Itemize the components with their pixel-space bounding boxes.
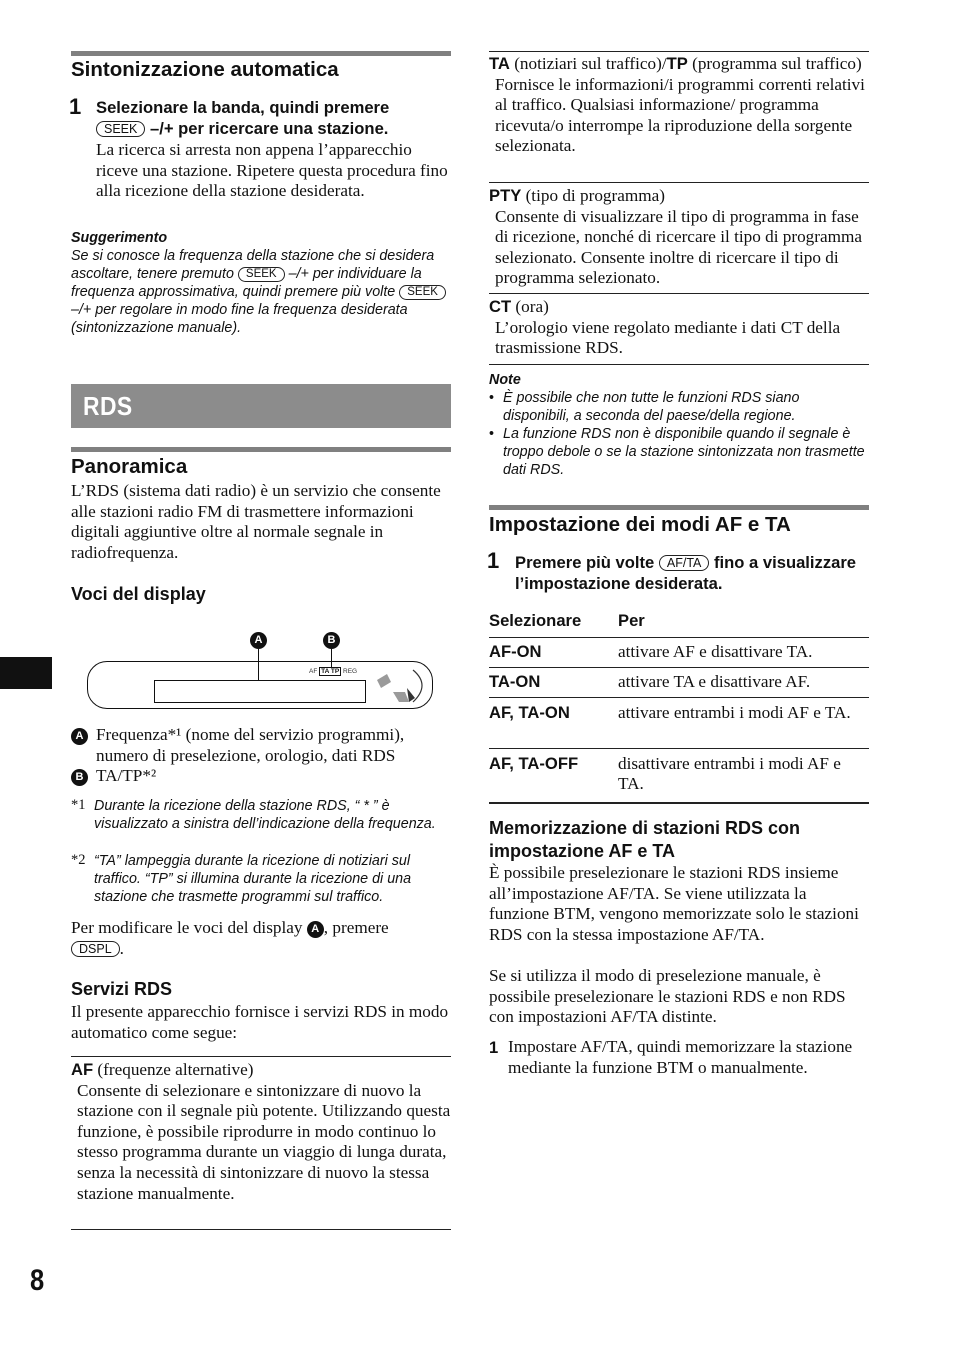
footnote-2-text: “TA” lampeggia durante la ricezione di notiziari sul traffico. “TP” si illumina durante la ricezione di una stazione che trasmette programmi sul traffico.: [94, 853, 412, 905]
indicator-reg: REG: [343, 668, 358, 675]
chapter-tab: [0, 657, 52, 689]
def-ta-tp-term: TA (notiziari sul traffico)/TP (programma sul traffico): [489, 54, 862, 73]
tip-block: [71, 229, 451, 337]
display-item-a: [71, 725, 451, 765]
callout-a: A: [250, 632, 267, 649]
seek-key-tip-1: SEEK: [238, 267, 285, 282]
display-item-b-text: TA/TP*²: [96, 766, 157, 785]
step-number: 1: [487, 548, 500, 573]
section-rule: [489, 505, 869, 510]
step-text-a: Selezionare la banda, quindi premere: [96, 98, 390, 117]
display-change-instruction: Per modificare le voci del display A , premere DSPL .: [71, 918, 389, 958]
def-ct-term: CT (ora): [489, 297, 549, 316]
afta-key: AF/TA: [659, 555, 710, 571]
indicator-ta-tp: TA TP: [321, 668, 340, 675]
footnote-1-text: Durante la ricezione della stazione RDS, “ * ” è visualizzato a sinistra dell’indicazione della frequenza.: [94, 798, 436, 832]
table-cell-sel: AF, TA-OFF: [489, 753, 579, 773]
note-item-2: • La funzione RDS non è disponibile quando il segnale è troppo debole o se la stazione sintonizzata non trasmette dati RDS.: [489, 426, 865, 478]
change-text-b: , premere: [323, 918, 389, 937]
def-ta-tp-body: Fornisce le informazioni/i programmi correnti relativi al traffico. Qualsiasi informazione/ programma ricevuta/o interrompe la riproduzione della sorgente selezionata.: [495, 74, 865, 156]
afta-table: [489, 607, 869, 804]
table-row: [489, 667, 869, 697]
table-cell-sel: AF-ON: [489, 641, 542, 661]
seek-key-tip-2: SEEK: [399, 285, 446, 300]
dspl-key: DSPL: [71, 941, 120, 957]
def-af-body: Consente di selezionare e sintonizzare di nuovo la stazione con il segnale più potente. Utilizzando questa funzione, è possibile riprodurre in modo continuo lo stesso programma durante un viaggio di lunga durata, senza la necessità di sintonizzare di nuovo la stessa stazione manualmente.: [77, 1080, 451, 1203]
table-row: [489, 748, 869, 803]
tip-text-3: –/+ per regolare in modo fine la frequenza desiderata (sintonizzazione manuale).: [71, 302, 408, 336]
table-cell-per: attivare AF e disattivare TA.: [618, 641, 813, 661]
tip-text-1: Se si conosce la frequenza della stazione che si desidera ascoltare, tenere premuto: [71, 248, 435, 282]
memo-step-number: 1: [489, 1038, 499, 1057]
afta-step: Premere più volte AF/TA fino a visualizzare l’impostazione desiderata.: [515, 553, 857, 593]
footnote-2: [71, 852, 451, 906]
callout-b: B: [323, 632, 340, 649]
table-row: [489, 637, 869, 667]
display-frequency-area: [154, 680, 366, 703]
label-a-icon: A: [307, 921, 324, 938]
tip-text: [71, 247, 451, 337]
rds-banner: [71, 384, 451, 428]
table-cell-sel: TA-ON: [489, 671, 541, 691]
section-rule: [71, 447, 451, 452]
indicator-af: AF: [309, 668, 318, 675]
def-ct-body: L’orologio viene regolato mediante i dati CT della trasmissione RDS.: [495, 317, 841, 358]
servizi-body: Il presente apparecchio fornisce i servizi RDS in modo automatico come segue:: [71, 1002, 449, 1042]
display-item-b: [71, 766, 451, 787]
table-cell-per: attivare TA e disattivare AF.: [618, 671, 811, 691]
section-title-afta: Impostazione dei modi AF e TA: [489, 513, 791, 536]
footnote-1: [71, 797, 451, 833]
section-rule: [71, 51, 451, 56]
label-a-icon: A: [71, 728, 88, 745]
memo-body-2: Se si utilizza il modo di preselezione manuale, è possibile preselezionare le stazioni RDS e non RDS con impostazioni AF/TA distinte.: [489, 966, 846, 1027]
table-cell-per: disattivare entrambi i modi AF e TA.: [618, 753, 841, 794]
table-cell-per: attivare entrambi i modi AF e TA.: [618, 702, 851, 722]
table-header-cell: Per: [618, 611, 645, 630]
note-block: [489, 371, 869, 479]
def-ta-tp: [489, 51, 869, 182]
def-af-term: AF (frequenze alternative): [71, 1060, 254, 1079]
seek-key: SEEK: [96, 121, 145, 137]
step-body: La ricerca si arresta non appena l’apparecchio riceve una stazione. Ripetere questa procedura fino alla ricezione della stazione desiderata.: [96, 140, 448, 201]
tip-text-2: –/+ per individuare la frequenza approssimativa, quindi premere più volte: [71, 266, 422, 300]
step-text-b: –/+ per ricercare una stazione.: [149, 118, 389, 138]
def-pty-term: PTY (tipo di programma): [489, 186, 665, 205]
display-illustration: [87, 630, 437, 710]
table-header-cell: Selezionare: [489, 611, 582, 630]
footnote-1-mark: *1: [71, 797, 86, 813]
section-title-panoramica: Panoramica: [71, 455, 188, 478]
table-header: [489, 607, 869, 637]
panoramica-body: L’RDS (sistema dati radio) è un servizio che consente alle stazioni radio FM di trasmettere informazioni digitali aggiuntive oltre al normale segnale in radiofrequenza.: [71, 481, 441, 562]
def-ct: [489, 293, 869, 365]
label-b-icon: B: [71, 769, 88, 786]
subsection-title-memorizzazione: Memorizzazione di stazioni RDS con impostazione AF e TA: [489, 818, 801, 861]
table-cell-sel: AF, TA-ON: [489, 702, 570, 722]
display-item-a-text: Frequenza*¹ (nome del servizio programmi), numero di preselezione, orologio, dati RDS: [96, 725, 405, 765]
step-instruction: [96, 98, 452, 139]
bullet: •: [489, 426, 495, 442]
display-indicators: [309, 668, 357, 675]
note-item-1: • È possibile che non tutte le funzioni RDS siano disponibili, a seconda del paese/della regione.: [489, 390, 800, 424]
note-title: Note: [489, 372, 521, 388]
table-row: [489, 697, 869, 748]
step-number: 1: [69, 94, 82, 119]
def-pty-body: Consente di visualizzare il tipo di programma in fase di ricezione, nonché di ricercare il tipo di programma selezionato. Consente inoltre di ricercare il tipo di programma selezionato.: [495, 206, 862, 288]
subsection-title-servizi: Servizi RDS: [71, 979, 173, 999]
display-dial-icon: [369, 662, 429, 708]
memo-body-1: È possibile preselezionare le stazioni RDS insieme all’impostazione AF/TA. Se viene utilizzata la funzione BTM, vengono memorizzate solo le stazioni RDS con la stessa impostazione AF/TA.: [489, 863, 859, 944]
def-pty: [489, 182, 869, 293]
tip-title: Suggerimento: [71, 230, 168, 246]
footnote-2-mark: *2: [71, 852, 86, 868]
subsection-title-voci: Voci del display: [71, 584, 206, 604]
memo-step: Impostare AF/TA, quindi memorizzare la stazione mediante la funzione BTM o manualmente.: [508, 1037, 853, 1077]
section-title-sintonizzazione: Sintonizzazione automatica: [71, 58, 339, 81]
change-text-a: Per modificare le voci del display: [71, 918, 303, 937]
def-af: [71, 1056, 451, 1230]
bullet: •: [489, 390, 495, 406]
rds-banner-title: RDS: [83, 391, 133, 421]
page-number: 8: [30, 1264, 45, 1297]
